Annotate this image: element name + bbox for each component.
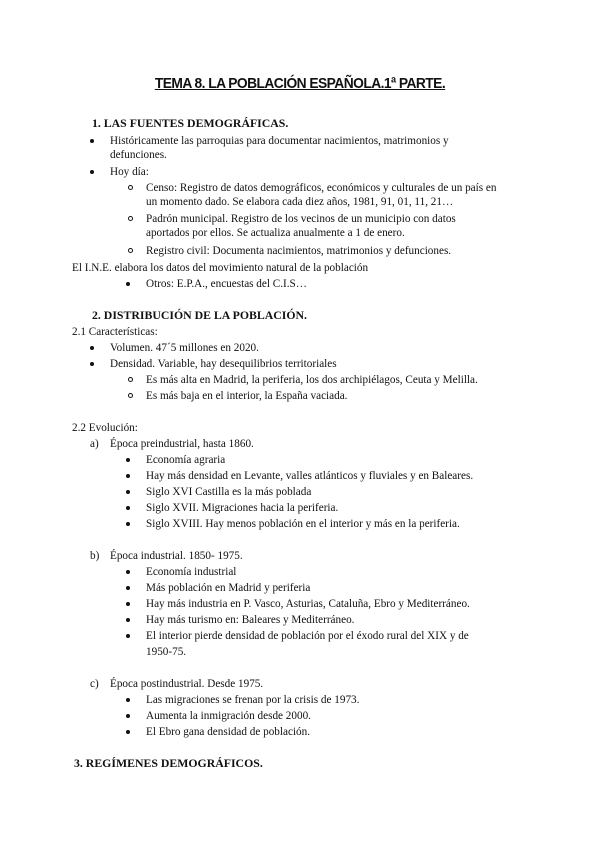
era-preindustrial-title: Época preindustrial, hasta 1860. [110, 438, 254, 450]
section-3-heading: 3. REGÍMENES DEMOGRÁFICOS. [74, 756, 263, 770]
list-item: Hay más turismo en: Baleares y Mediterráneo. [146, 614, 355, 626]
list-item: Es más baja en el interior, la España vaciada. [146, 390, 348, 402]
list-item-continuation: 1950-75. [146, 646, 187, 658]
list-item: Hay más densidad en Levante, valles atlánticos y fluviales y en Baleares. [146, 470, 474, 482]
list-item: Otros: E.P.A., encuestas del C.I.S… [146, 278, 307, 290]
era-industrial-title: Época industrial. 1850- 1975. [110, 550, 243, 562]
list-item: Economía agraria [146, 454, 226, 466]
list-item: Hoy día: [110, 166, 149, 178]
list-item: Economía industrial [146, 566, 237, 578]
section-1-heading: 1. LAS FUENTES DEMOGRÁFICAS. [92, 116, 289, 130]
era-postindustrial-title: Época postindustrial. Desde 1975. [110, 678, 264, 690]
list-marker-a: a) [90, 438, 99, 450]
paragraph-ine: El I.N.E. elabora los datos del movimiento natural de la población [72, 262, 369, 274]
list-marker-b: b) [90, 550, 100, 562]
page-title: TEMA 8. LA POBLACIÓN ESPAÑOLA.1ª PARTE. [154, 75, 446, 92]
list-item: Históricamente las parroquias para documentar nacimientos, matrimonios y [110, 135, 449, 147]
list-item-continuation: aportados por ellos. Se actualiza anualmente a 1 de enero. [146, 227, 405, 239]
list-item: Registro civil: Documenta nacimientos, matrimonios y defunciones. [146, 245, 452, 257]
list-item: Es más alta en Madrid, la periferia, los dos archipiélagos, Ceuta y Melilla. [146, 374, 478, 386]
list-item: Aumenta la inmigración desde 2000. [146, 710, 311, 722]
list-item: Censo: Registro de datos demográficos, económicos y culturales de un país en [146, 182, 497, 194]
list-item-continuation: defunciones. [110, 149, 167, 161]
list-item: Hay más industria en P. Vasco, Asturias, Cataluña, Ebro y Mediterráneo. [146, 598, 470, 610]
list-item-continuation: un momento dado. Se elabora cada diez años, 1981, 91, 01, 11, 21… [146, 196, 454, 208]
list-item: Las migraciones se frenan por la crisis de 1973. [146, 694, 360, 706]
section-2-heading: 2. DISTRIBUCIÓN DE LA POBLACIÓN. [92, 308, 308, 322]
list-item: Densidad. Variable, hay desequilibrios territoriales [110, 358, 337, 370]
list-marker-c: c) [90, 678, 99, 690]
list-item: Padrón municipal. Registro de los vecinos de un municipio con datos [146, 213, 456, 225]
list-item: Más población en Madrid y periferia [146, 582, 311, 594]
subheading-characteristics: 2.1 Características: [72, 326, 158, 338]
list-item: Siglo XVII. Migraciones hacia la periferia. [146, 502, 339, 514]
list-item: Siglo XVIII. Hay menos población en el interior y más en la periferia. [146, 518, 460, 530]
subheading-evolution: 2.2 Evolución: [72, 422, 138, 434]
list-item: Siglo XVI Castilla es la más poblada [146, 486, 312, 498]
list-item: Volumen. 47´5 millones en 2020. [110, 342, 259, 354]
list-item: El Ebro gana densidad de población. [146, 726, 311, 738]
list-item: El interior pierde densidad de población por el éxodo rural del XIX y de [146, 630, 469, 642]
